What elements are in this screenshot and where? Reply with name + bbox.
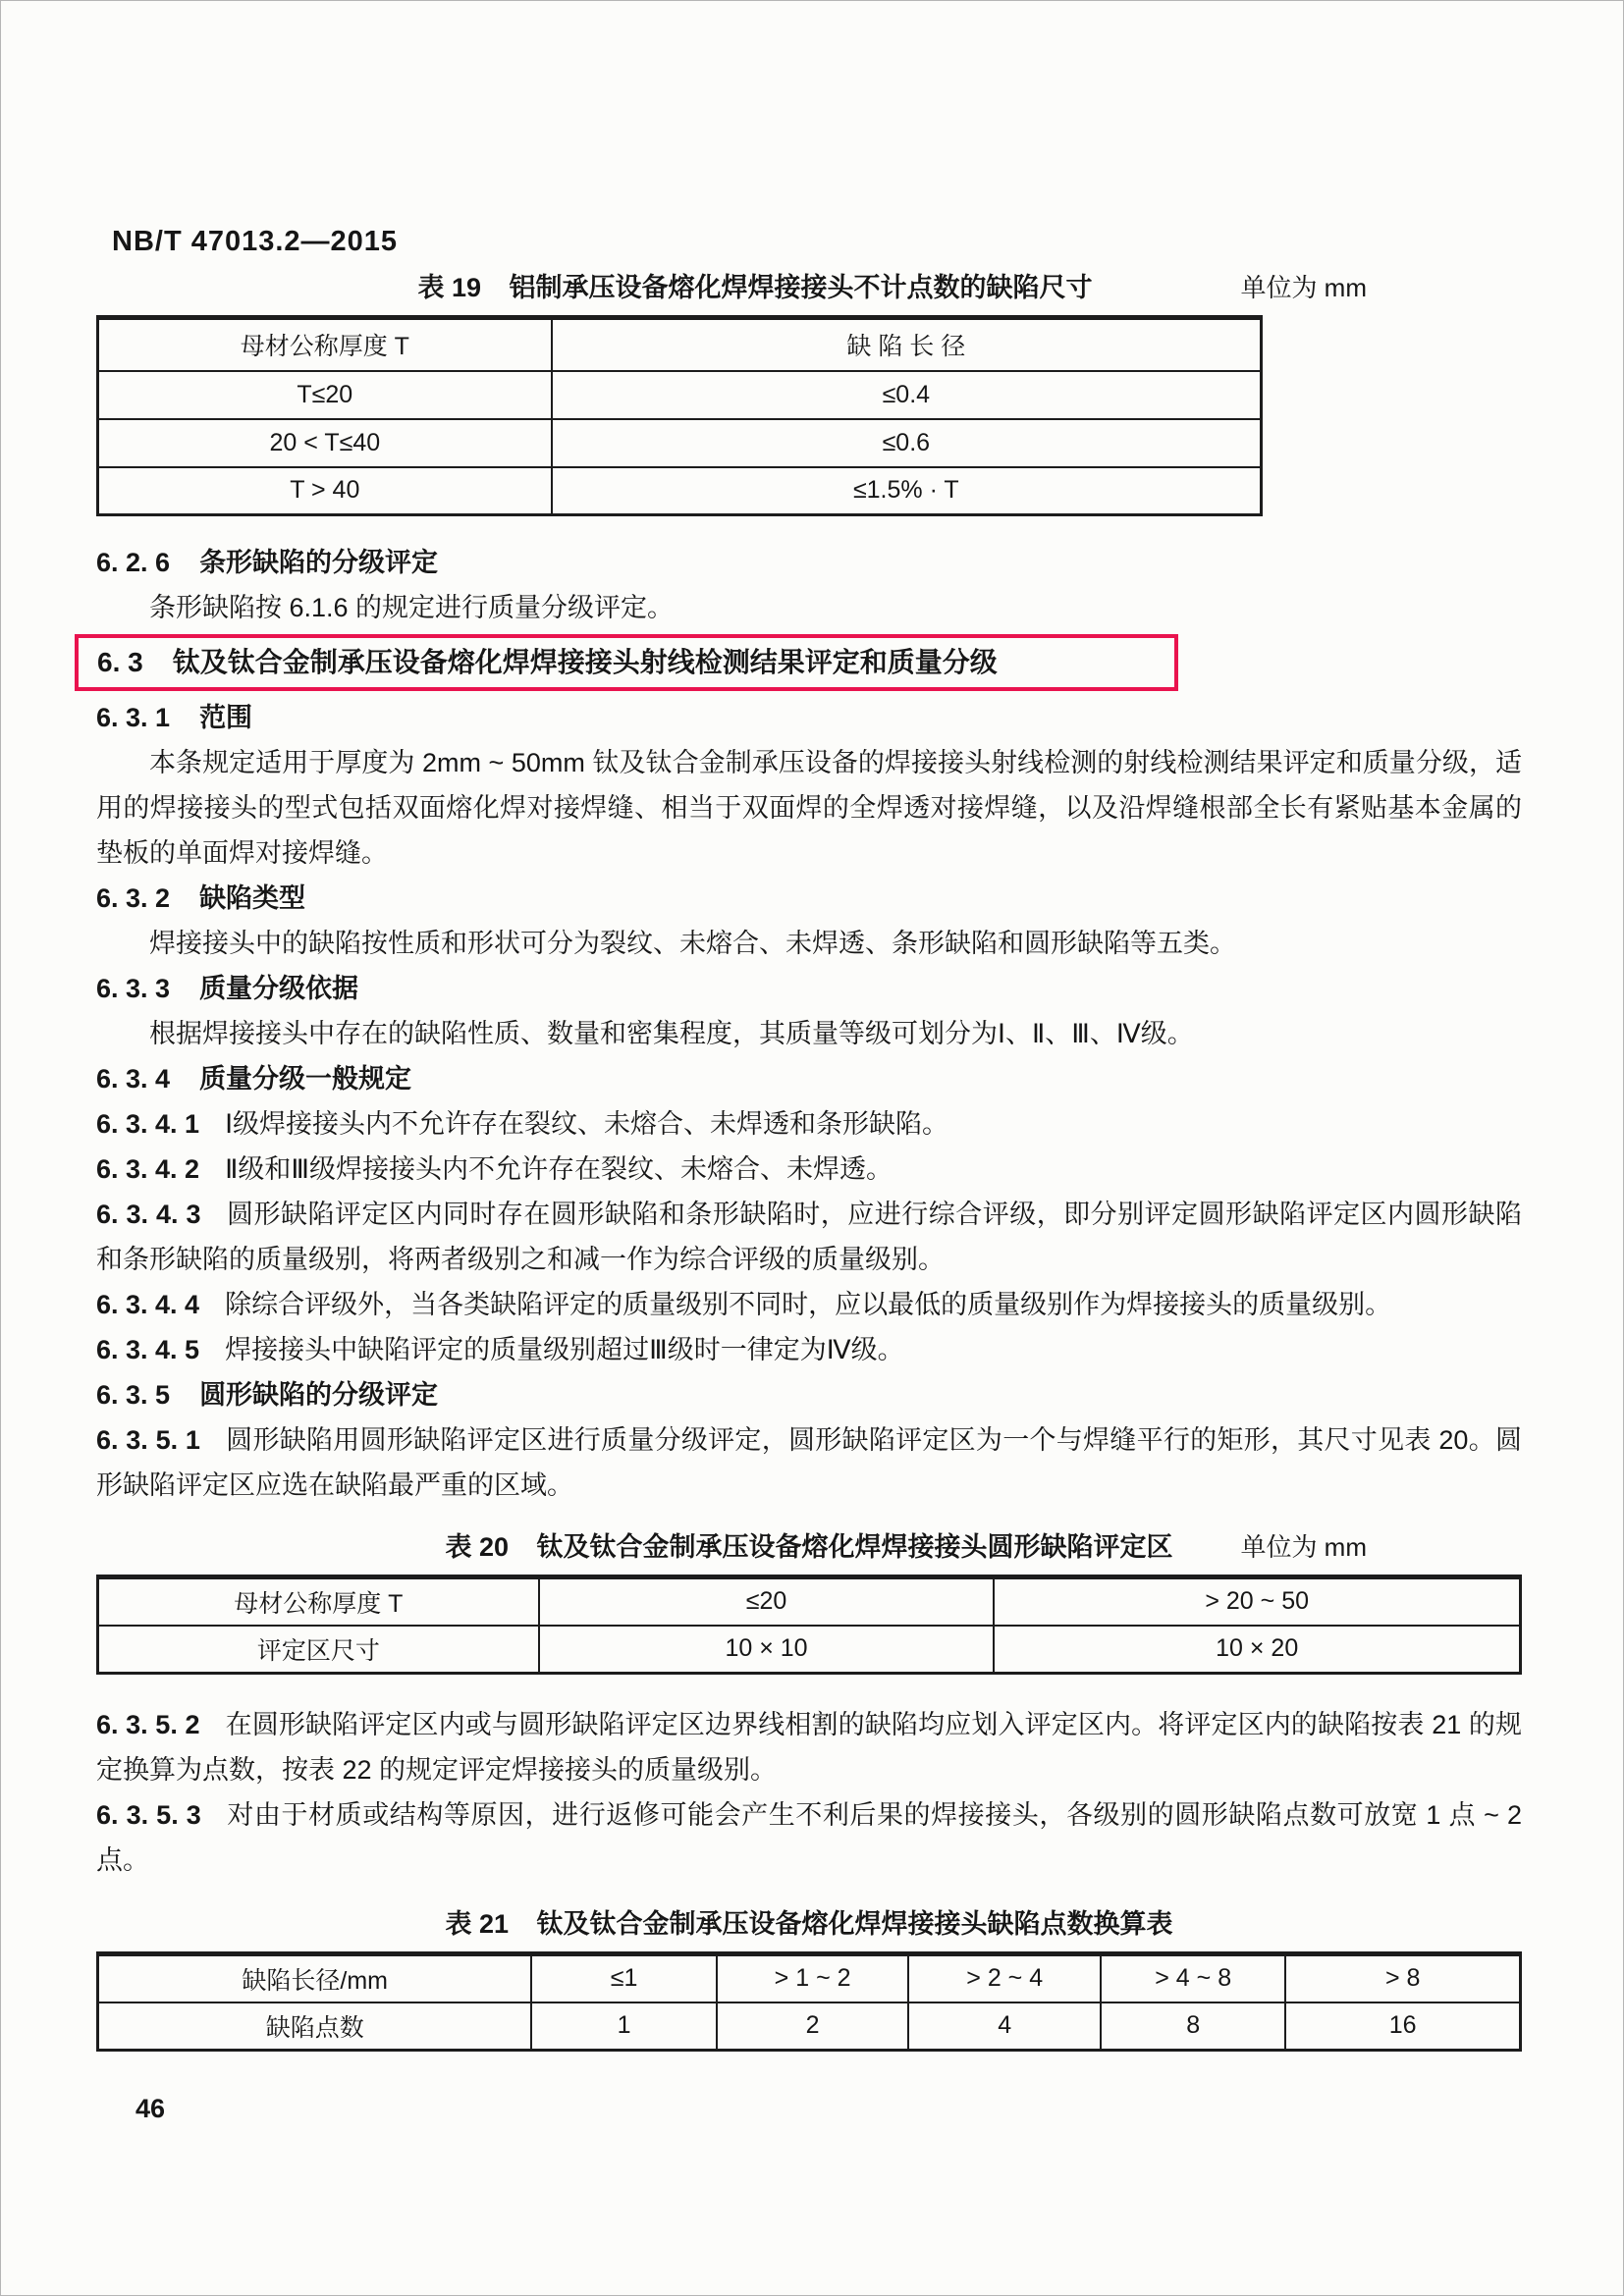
table19-caption-label: 表 19 [417, 273, 482, 302]
clause-title: 钛及钛合金制承压设备熔化焊焊接接头射线检测结果评定和质量分级 [172, 647, 998, 677]
table20-unit: 单位为 mm [1240, 1532, 1367, 1562]
table19-unit: 单位为 mm [1240, 273, 1367, 302]
clause-6-3-2-heading [96, 876, 1522, 921]
clause-text: 在圆形缺陷评定区内或与圆形缺陷评定区边界线相割的缺陷均应划入评定区内。将评定区内的缺陷按表 21 的规定换算为点数，按表 22 的规定评定焊接接头的质量级别。 [96, 1710, 1522, 1785]
table21-caption-label: 表 21 [445, 1909, 510, 1939]
table-cell: T > 40 [98, 467, 552, 515]
table-row [98, 1577, 1521, 1626]
clause-title: 范围 [199, 703, 253, 732]
table-cell: > 4 ~ 8 [1101, 1954, 1285, 2002]
clause-number: 6. 3. 5. 1 [96, 1425, 200, 1455]
clause-text: 对由于材质或结构等原因，进行返修可能会产生不利后果的焊接接头，各级别的圆形缺陷点数可放宽 1 点 ~ 2 点。 [96, 1800, 1522, 1875]
table-cell: 母材公称厚度 T [98, 1577, 539, 1626]
table19 [96, 315, 1263, 516]
clause-number: 6. 2. 6 [96, 548, 171, 577]
clause-number: 6. 3. 4 [96, 1064, 171, 1094]
clause-6-3-5-2 [96, 1702, 1522, 1792]
highlight-box [75, 634, 1178, 691]
clause-title: 圆形缺陷的分级评定 [199, 1380, 439, 1410]
table-cell: 缺陷点数 [98, 2002, 532, 2051]
clause-text: 圆形缺陷评定区内同时存在圆形缺陷和条形缺陷时，应进行综合评级，即分别评定圆形缺陷评定区内圆形缺陷和条形缺陷的质量级别，将两者级别之和减一作为综合评级的质量级别。 [96, 1200, 1523, 1274]
table-cell: 10 × 10 [539, 1626, 995, 1674]
clause-number: 6. 3. 2 [96, 883, 171, 913]
clause-6-3-5-heading [96, 1372, 1522, 1417]
table-cell: 8 [1101, 2002, 1285, 2051]
paragraph-6-3-1: 本条规定适用于厚度为 2mm ~ 50mm 钛及钛合金制承压设备的焊接接头射线检测的射线检测结果评定和质量分级，适用的焊接接头的型式包括双面熔化焊对接焊缝、相当于双面焊的全焊透对接焊缝，以及沿焊缝根部全长有紧贴基本金属的垫板的单面焊对接焊缝。 [96, 748, 1522, 868]
clause-6-2-6-heading [96, 540, 1522, 585]
clause-6-3-4-3 [96, 1192, 1522, 1282]
clause-number: 6. 3. 5 [96, 1380, 171, 1410]
clause-text: 除综合评级外，当各类缺陷评定的质量级别不同时，应以最低的质量级别作为焊接接头的质量级别。 [225, 1290, 1392, 1319]
clause-text: 圆形缺陷用圆形缺陷评定区进行质量分级评定，圆形缺陷评定区为一个与焊缝平行的矩形，其尺寸见表 20。圆形缺陷评定区应选在缺陷最严重的区域。 [96, 1425, 1522, 1500]
clause-text: Ⅱ级和Ⅲ级焊接接头内不允许存在裂纹、未熔合、未焊透。 [225, 1154, 893, 1184]
clause-number: 6. 3. 4. 3 [96, 1200, 201, 1229]
table-cell: T≤20 [98, 371, 552, 419]
clause-number: 6. 3. 3 [96, 974, 171, 1003]
paragraph-6-2-6: 条形缺陷按 6.1.6 的规定进行质量分级评定。 [149, 593, 675, 622]
page-content [96, 219, 1522, 2052]
table-cell: > 20 ~ 50 [994, 1577, 1520, 1626]
table19-caption-title: 铝制承压设备熔化焊焊接接头不计点数的缺陷尺寸 [509, 273, 1093, 302]
clause-title: 条形缺陷的分级评定 [199, 548, 439, 577]
clause-number: 6. 3. 5. 2 [96, 1710, 200, 1739]
clause-number: 6. 3. 4. 2 [96, 1154, 200, 1184]
clause-6-3-4-4 [96, 1282, 1522, 1327]
page-number: 46 [135, 2094, 166, 2123]
table-cell: ≤1.5% · T [552, 467, 1262, 515]
table-cell: > 8 [1285, 1954, 1520, 2002]
table-cell: 16 [1285, 2002, 1520, 2051]
table-cell: ≤1 [531, 1954, 716, 2002]
clause-6-3-4-5 [96, 1327, 1522, 1372]
table-row [98, 1626, 1521, 1674]
table-cell: 母材公称厚度 T [98, 318, 552, 371]
table19-caption-row [96, 266, 1522, 309]
clause-number: 6. 3. 5. 3 [96, 1800, 201, 1830]
clause-6-3-4-2 [96, 1147, 1522, 1192]
table-row [98, 2002, 1521, 2051]
clause-number: 6. 3. 4. 4 [96, 1290, 200, 1319]
paragraph-6-3-2: 焊接接头中的缺陷按性质和形状可分为裂纹、未熔合、未焊透、条形缺陷和圆形缺陷等五类。 [149, 929, 1236, 958]
table-cell: 10 × 20 [994, 1626, 1520, 1674]
clause-6-3-3-heading [96, 966, 1522, 1011]
clause-6-3-4-heading [96, 1056, 1522, 1101]
table-row [98, 318, 1262, 371]
table-row [98, 467, 1262, 515]
clause-number: 6. 3 [97, 647, 143, 677]
table-cell: 20 < T≤40 [98, 419, 552, 467]
table21-caption-row [96, 1902, 1522, 1946]
table-cell: 1 [531, 2002, 716, 2051]
table-cell: ≤0.4 [552, 371, 1262, 419]
paragraph-6-3-3: 根据焊接接头中存在的缺陷性质、数量和密集程度，其质量等级可划分为Ⅰ、Ⅱ、Ⅲ、Ⅳ级。 [149, 1019, 1194, 1048]
table21-caption-title: 钛及钛合金制承压设备熔化焊焊接接头缺陷点数换算表 [536, 1909, 1173, 1939]
clause-number: 6. 3. 4. 1 [96, 1109, 200, 1139]
clause-text: Ⅰ级焊接接头内不允许存在裂纹、未熔合、未焊透和条形缺陷。 [225, 1109, 949, 1139]
table-row [98, 1954, 1521, 2002]
table20-caption-label: 表 20 [445, 1532, 510, 1562]
table-cell: 评定区尺寸 [98, 1626, 539, 1674]
table-cell: ≤0.6 [552, 419, 1262, 467]
table-cell: > 1 ~ 2 [717, 1954, 909, 2002]
table-cell: > 2 ~ 4 [908, 1954, 1101, 2002]
table20-caption-title: 钛及钛合金制承压设备熔化焊焊接接头圆形缺陷评定区 [536, 1532, 1173, 1562]
table-cell: ≤20 [539, 1577, 995, 1626]
table-row [98, 371, 1262, 419]
standard-number: NB/T 47013.2—2015 [112, 226, 399, 257]
table-cell: 缺 陷 长 径 [552, 318, 1262, 371]
clause-title: 质量分级依据 [199, 974, 359, 1003]
clause-6-3-5-1 [96, 1417, 1522, 1508]
table20 [96, 1575, 1522, 1675]
clause-6-3-4-1 [96, 1101, 1522, 1147]
table-row [98, 419, 1262, 467]
clause-6-3-heading [97, 640, 1174, 685]
table20-caption-row [96, 1525, 1522, 1569]
clause-number: 6. 3. 4. 5 [96, 1335, 200, 1364]
clause-title: 质量分级一般规定 [199, 1064, 412, 1094]
clause-text: 焊接接头中缺陷评定的质量级别超过Ⅲ级时一律定为Ⅳ级。 [225, 1335, 904, 1364]
table-cell: 缺陷长径/mm [98, 1954, 532, 2002]
table21 [96, 1951, 1522, 2052]
clause-6-3-1-heading [96, 695, 1522, 740]
clause-6-3-5-3 [96, 1792, 1522, 1883]
clause-number: 6. 3. 1 [96, 703, 171, 732]
clause-title: 缺陷类型 [199, 883, 306, 913]
table-cell: 4 [908, 2002, 1101, 2051]
table-cell: 2 [717, 2002, 909, 2051]
